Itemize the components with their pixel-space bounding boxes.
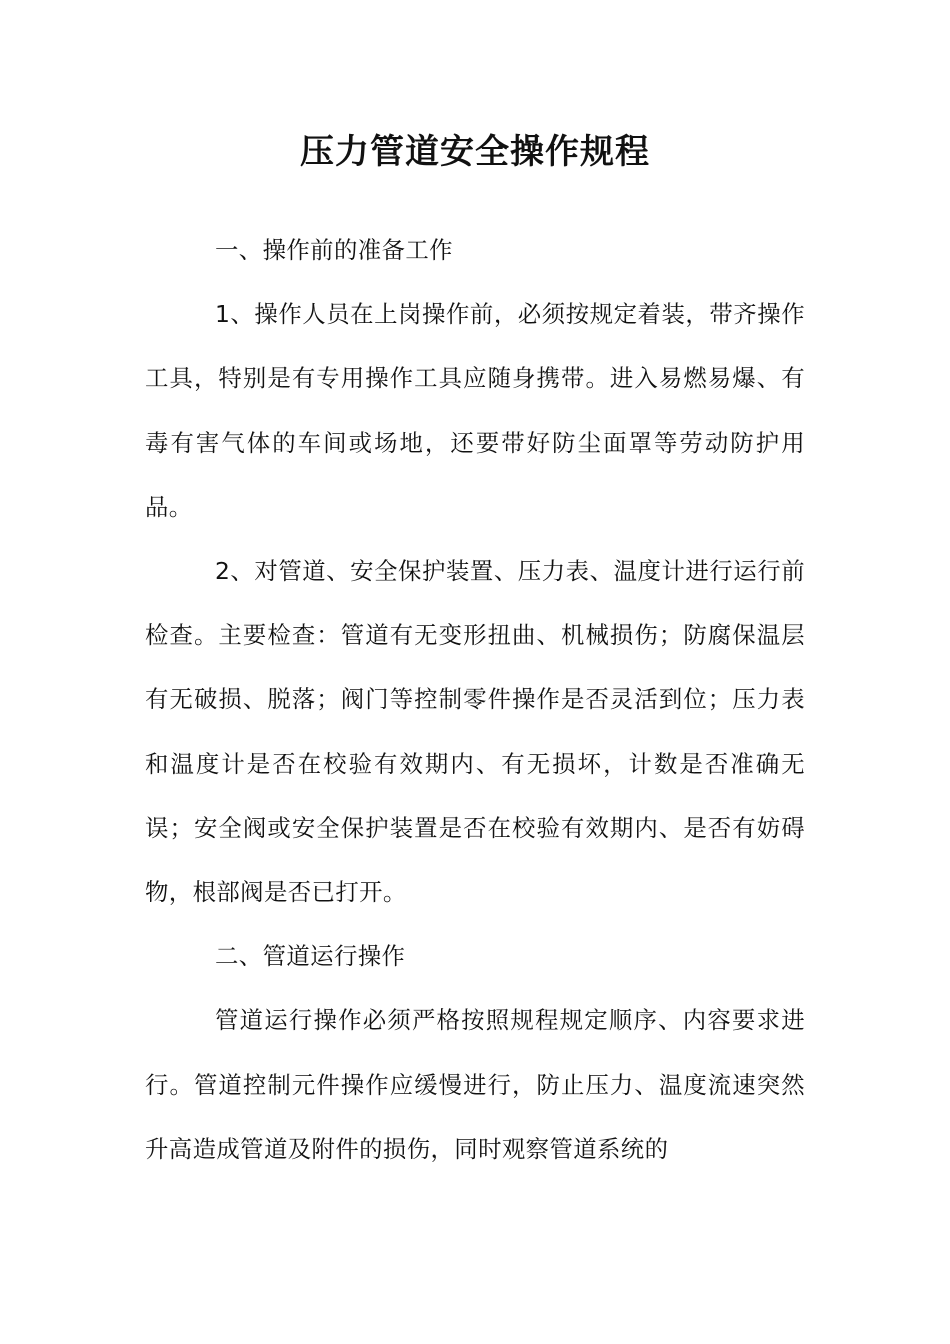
section-heading-preparation: 一、操作前的准备工作 [215, 236, 453, 264]
paragraph-item-2: 2、对管道、安全保护装置、压力表、温度计进行运行前检查。主要检查：管道有无变形扭曲、机械损伤；防腐保温层有无破损、脱落；阀门等控制零件操作是否灵活到位；压力表和温度计是否在校验有效期内、有无损坏，计数是否准确无误；安全阀或安全保护装置是否在校验有效期内、是否有妨碍物，根部阀是否已打开。 [145, 557, 805, 907]
paragraph-item-1: 1、操作人员在上岗操作前，必须按规定着装，带齐操作工具，特别是有专用操作工具应随身携带。进入易燃易爆、有毒有害气体的车间或场地，还要带好防尘面罩等劳动防护用品。 [145, 300, 805, 521]
paragraph-operation: 管道运行操作必须严格按照规程规定顺序、内容要求进行。管道控制元件操作应缓慢进行，防止压力、温度流速突然升高造成管道及附件的损伤，同时观察管道系统的 [145, 1006, 805, 1163]
document-title: 压力管道安全操作规程 [300, 132, 650, 172]
section-heading-operation: 二、管道运行操作 [215, 942, 406, 971]
document-body [145, 218, 805, 1181]
